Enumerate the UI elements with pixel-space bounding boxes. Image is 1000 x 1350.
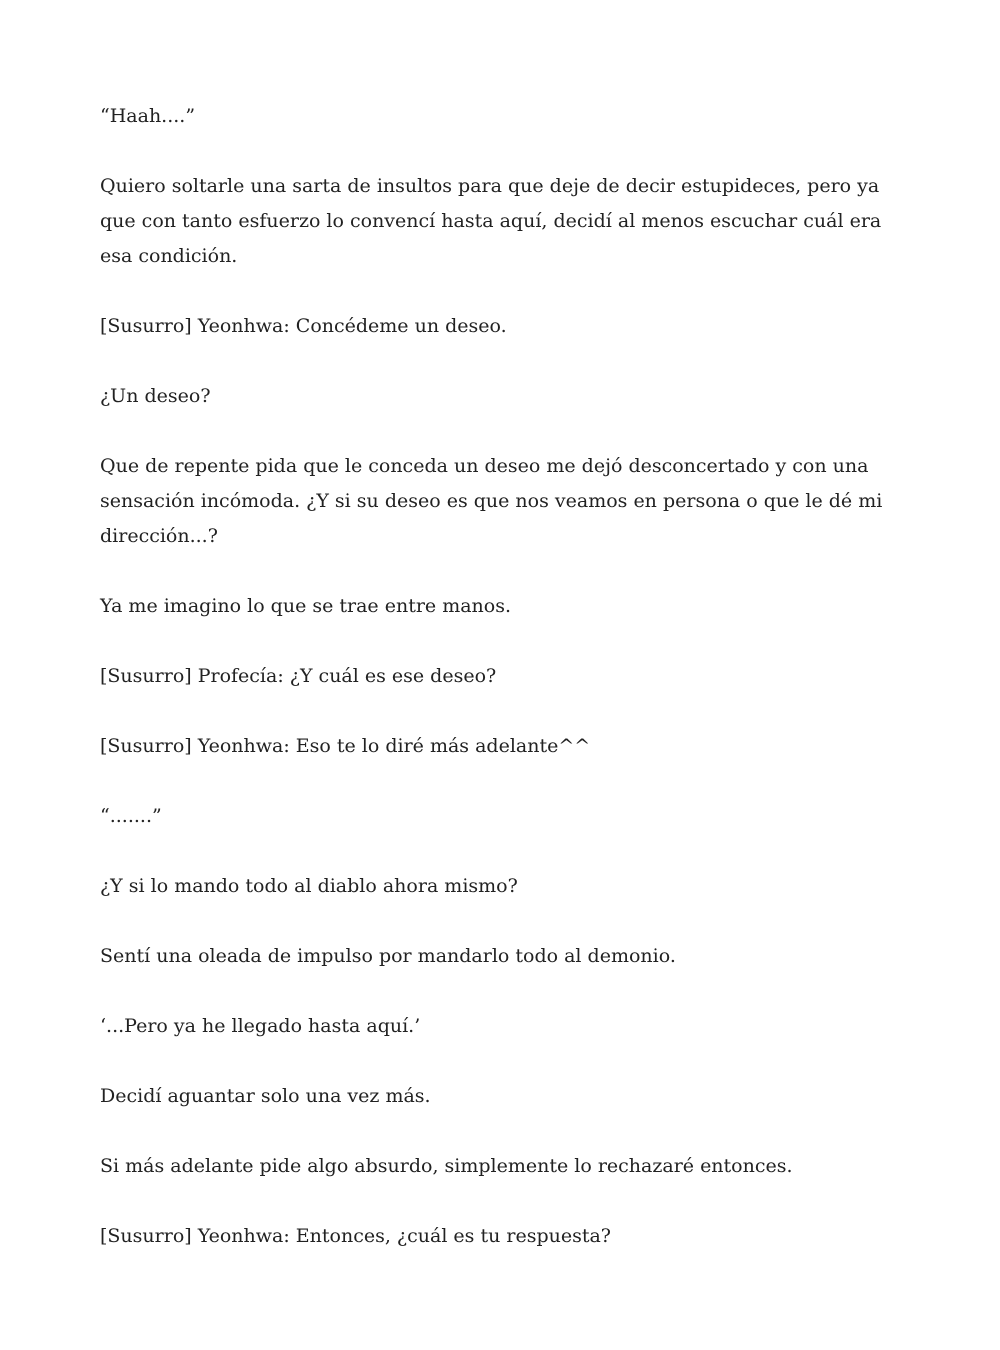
paragraph: Si más adelante pide algo absurdo, simplemente lo rechazaré entonces.: [100, 1155, 793, 1177]
document-page: [100, 99, 900, 1289]
paragraph: Que de repente pida que le conceda un deseo me dejó desconcertado y con una sensación incómoda. ¿Y si su deseo es que nos veamos en persona o que le dé mi dirección...?: [100, 455, 883, 547]
paragraph: ‘...Pero ya he llegado hasta aquí.’: [100, 1015, 421, 1037]
paragraph: [Susurro] Yeonhwa: Entonces, ¿cuál es tu respuesta?: [100, 1225, 611, 1247]
paragraph: [Susurro] Profecía: ¿Y cuál es ese deseo?: [100, 665, 497, 687]
paragraph: Ya me imagino lo que se trae entre manos.: [100, 595, 512, 617]
paragraph: “Haah....”: [100, 105, 196, 127]
paragraph: “.......”: [100, 805, 162, 827]
paragraph: Quiero soltarle una sarta de insultos para que deje de decir estupideces, pero ya que con tanto esfuerzo lo convencí hasta aquí, decidí al menos escuchar cuál era esa condición.: [100, 175, 882, 267]
paragraph: ¿Y si lo mando todo al diablo ahora mismo?: [100, 875, 518, 897]
paragraph: Sentí una oleada de impulso por mandarlo todo al demonio.: [100, 945, 676, 967]
paragraph: [Susurro] Yeonhwa: Concédeme un deseo.: [100, 315, 507, 337]
paragraph: Decidí aguantar solo una vez más.: [100, 1085, 431, 1107]
paragraph: ¿Un deseo?: [100, 385, 211, 407]
paragraph: [Susurro] Yeonhwa: Eso te lo diré más adelante^^: [100, 735, 591, 757]
